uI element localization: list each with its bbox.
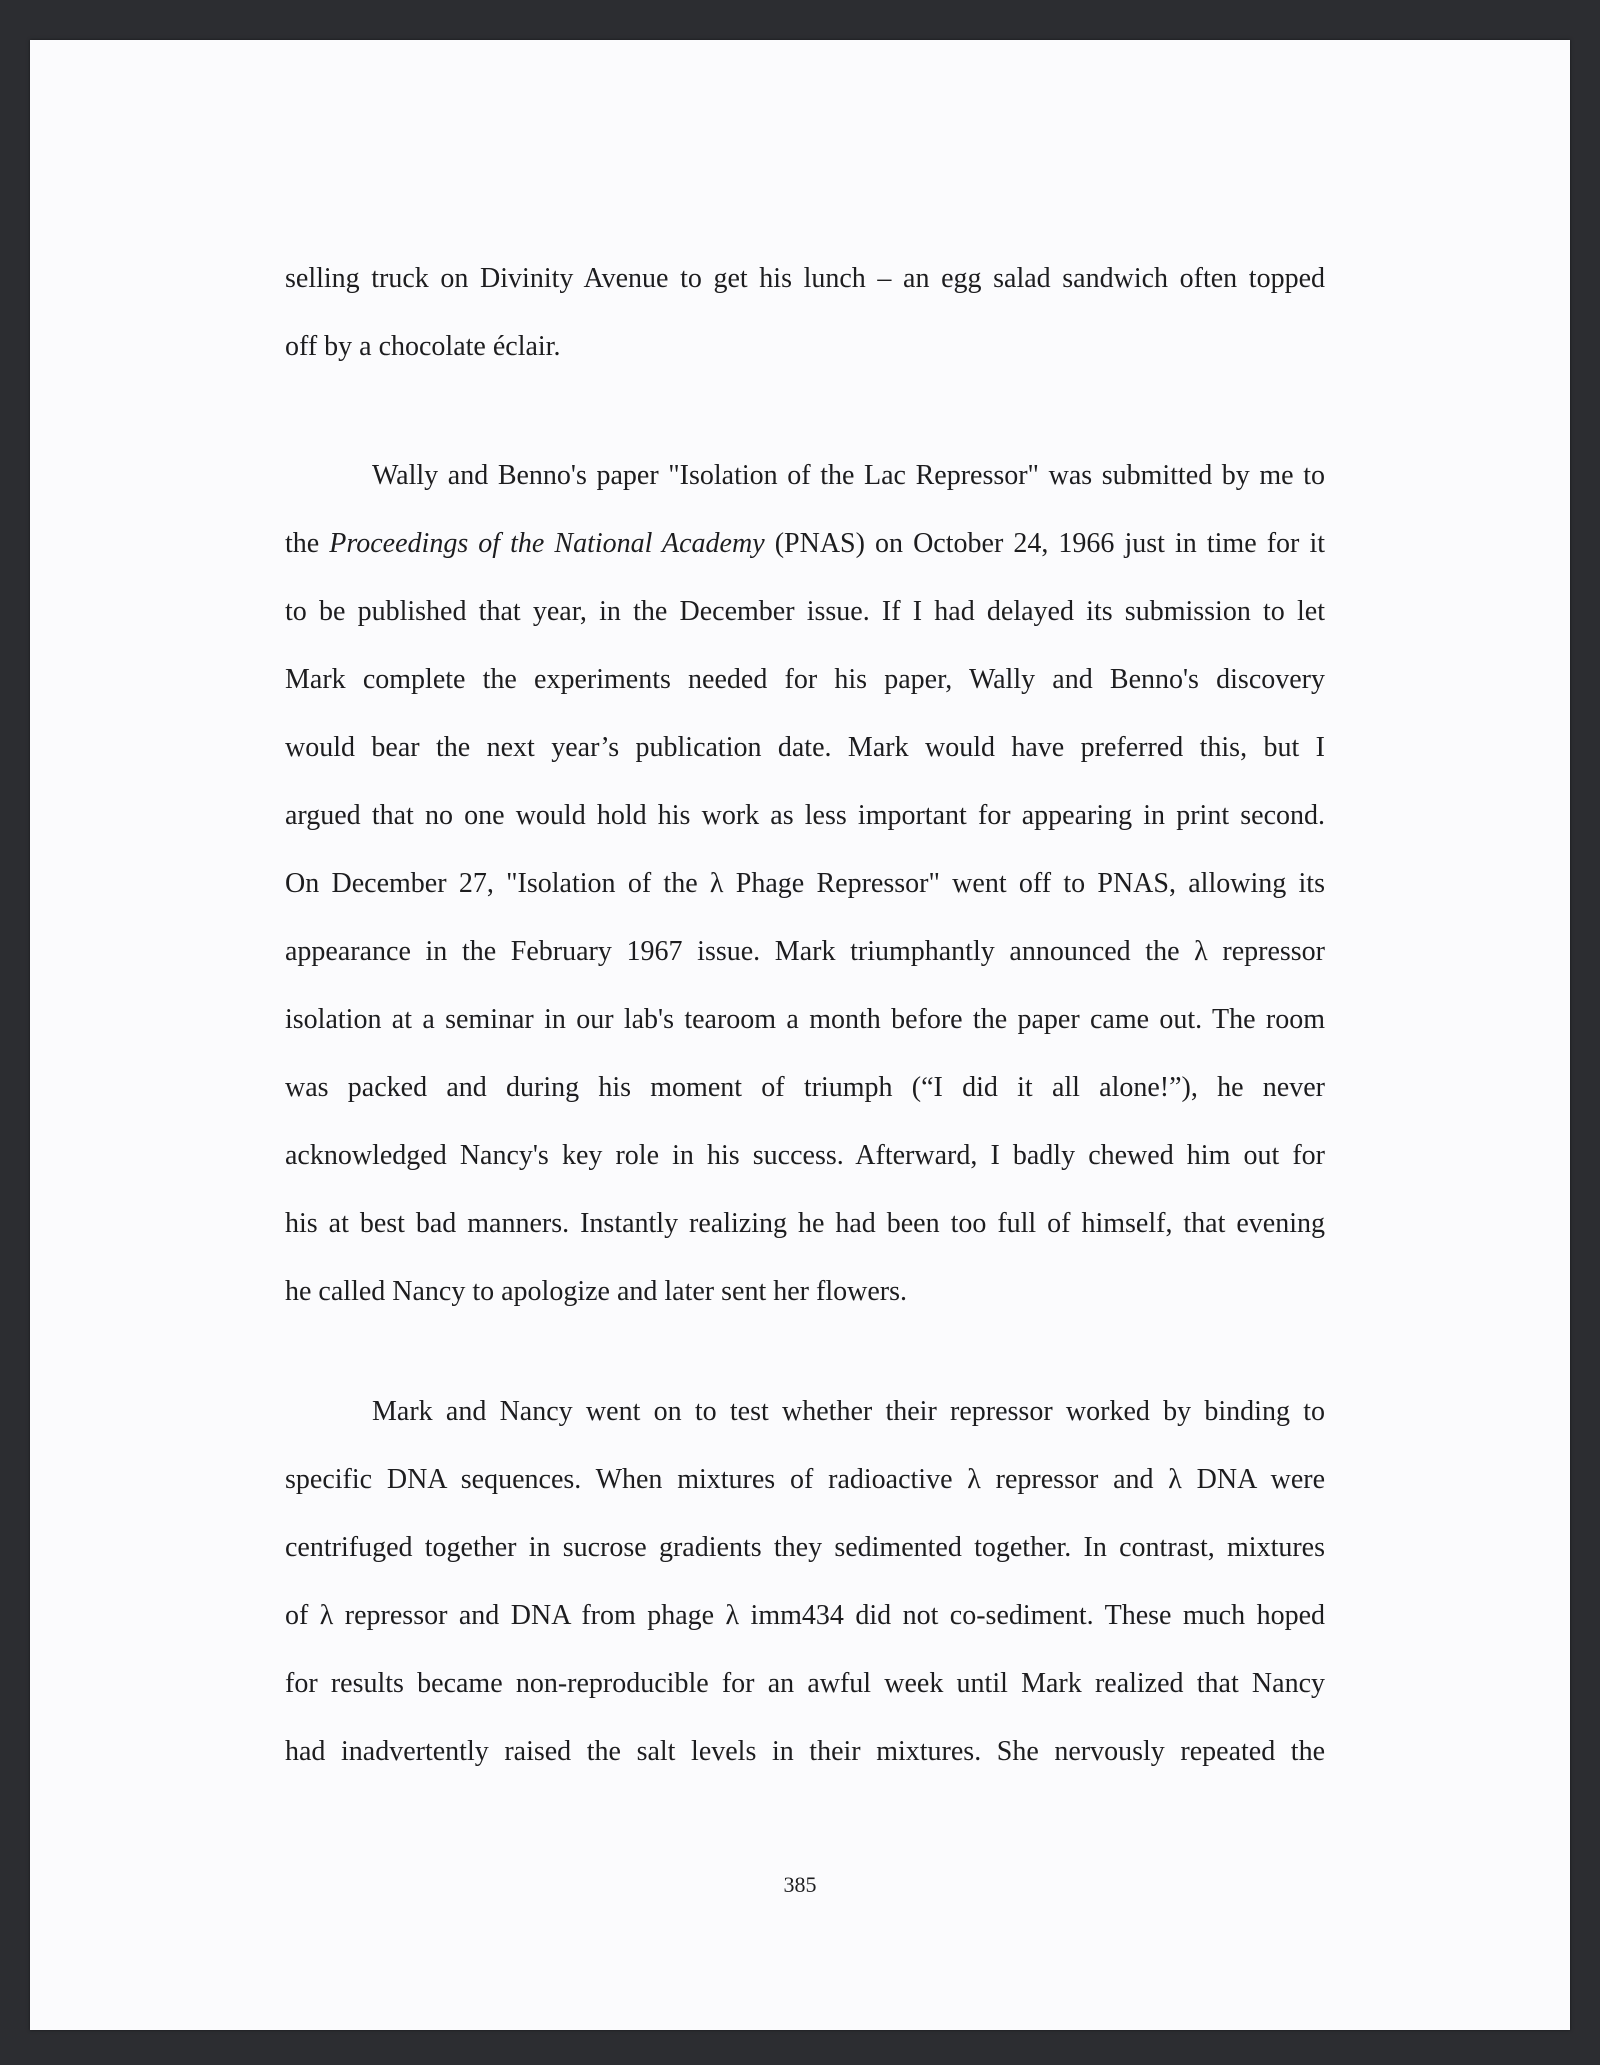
text-line: selling truck on Divinity Avenue to get his lunch – an egg salad sandwich often topped [285, 263, 1325, 294]
text-line: Mark and Nancy went on to test whether their repressor worked by binding to [372, 1396, 1325, 1427]
paragraph-2 [285, 442, 1325, 1326]
text-fragment: (PNAS) on October 24, 1966 just in time for it [764, 528, 1325, 559]
text-line: he called Nancy to apologize and later sent her flowers. [285, 1276, 907, 1307]
text-line: argued that no one would hold his work as less important for appearing in print second. [285, 800, 1325, 831]
page-number: 385 [783, 1872, 817, 1897]
text-line: centrifuged together in sucrose gradients they sedimented together. In contrast, mixtures [285, 1532, 1325, 1563]
text-line: had inadvertently raised the salt levels in their mixtures. She nervously repeated the [285, 1736, 1325, 1767]
text-line: off by a chocolate éclair. [285, 331, 561, 362]
text-line: was packed and during his moment of triumph (“I did it all alone!”), he never [285, 1072, 1325, 1103]
text-line: his at best bad manners. Instantly realizing he had been too full of himself, that evening [285, 1208, 1325, 1239]
text-line: acknowledged Nancy's key role in his success. Afterward, I badly chewed him out for [285, 1140, 1325, 1171]
text-line: isolation at a seminar in our lab's tearoom a month before the paper came out. The room [285, 1004, 1325, 1035]
paragraph-1 [285, 245, 1325, 381]
text-fragment: the [285, 528, 330, 559]
text-line: would bear the next year’s publication date. Mark would have preferred this, but I [285, 732, 1325, 763]
text-line: appearance in the February 1967 issue. Mark triumphantly announced the λ repressor [285, 936, 1325, 967]
text-line: to be published that year, in the December issue. If I had delayed its submission to let [285, 596, 1325, 627]
text-line: for results became non-reproducible for an awful week until Mark realized that Nancy [285, 1668, 1325, 1699]
text-line: of λ repressor and DNA from phage λ imm434 did not co-sediment. These much hoped [285, 1600, 1325, 1631]
text-line: On December 27, "Isolation of the λ Phage Repressor" went off to PNAS, allowing its [285, 868, 1325, 899]
text-line: Wally and Benno's paper "Isolation of the Lac Repressor" was submitted by me to [372, 460, 1325, 491]
journal-title: Proceedings of the National Academy [329, 528, 765, 559]
paragraph-3 [285, 1378, 1325, 1786]
text-line: specific DNA sequences. When mixtures of radioactive λ repressor and λ DNA were [285, 1464, 1325, 1495]
text-line [285, 510, 1325, 578]
text-line: Mark complete the experiments needed for his paper, Wally and Benno's discovery [285, 664, 1325, 695]
